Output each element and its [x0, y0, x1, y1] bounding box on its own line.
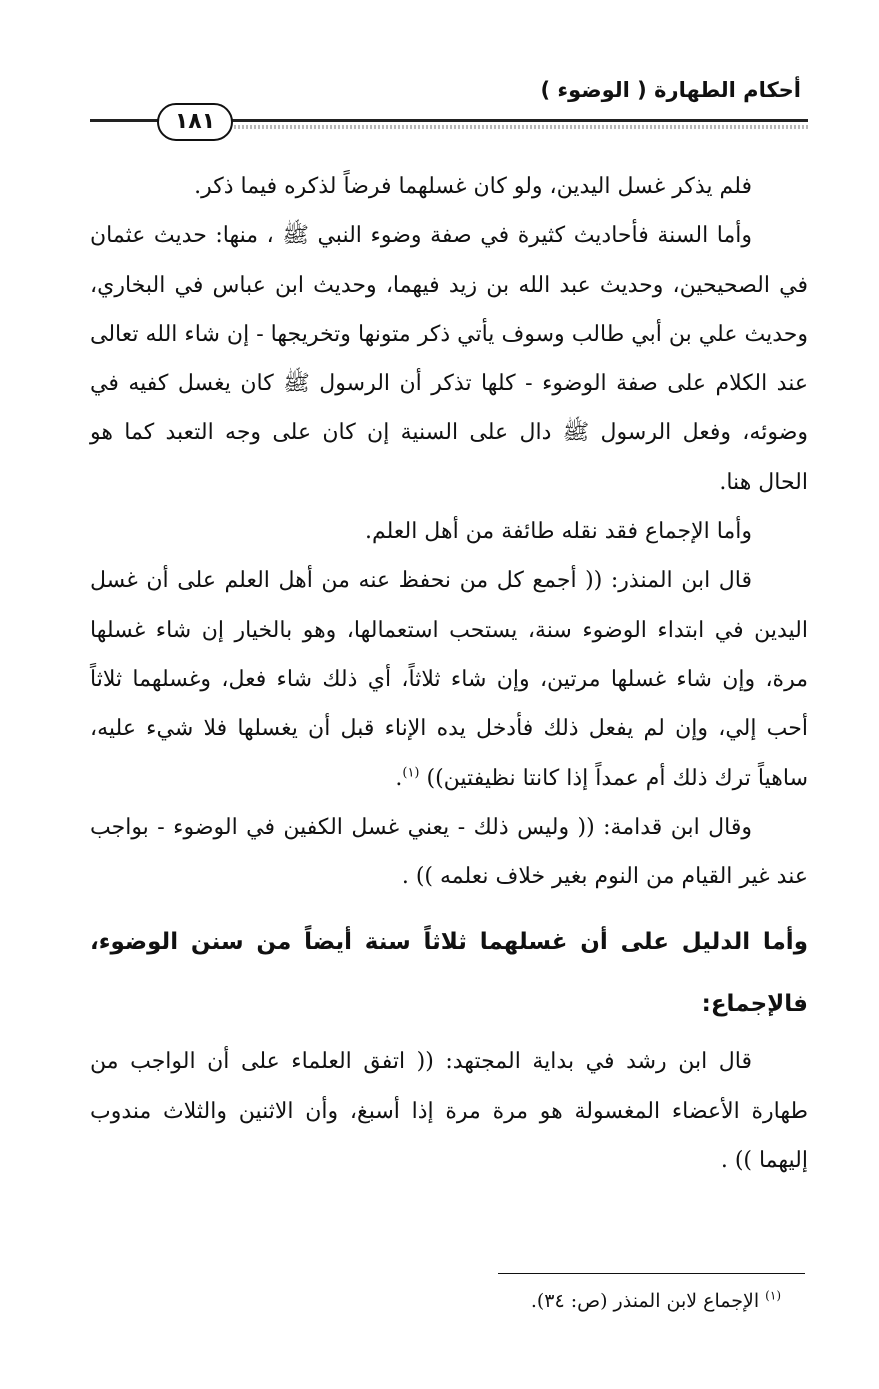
paragraph-end: .: [395, 765, 403, 791]
running-title: أحكام الطهارة ( الوضوء ): [540, 78, 801, 102]
footnote-marker: (١): [765, 1288, 781, 1303]
footnote: [531, 1290, 781, 1312]
paragraph-text: قال ابن المنذر: (( أجمع كل من نحفظ عنه من أهل العلم على أن غسل اليدين في ابتداء الوضوء سنة، يستحب استعمالها، وهو بالخيار إن شاء غسلها مرة، وإن شاء غسلها مرتين، وإن شاء ثلاثاً، أي ذلك شاء فعل، وغسلهما ثلاثاً أحب إلي، وإن لم يفعل ذلك فأدخل يده الإناء قبل أن يغسلها فلا شيء عليه، ساهياً ترك ذلك أم عمداً إذا كانتا نظيفتين)): [90, 568, 808, 791]
paragraph: وقال ابن قدامة: (( وليس ذلك - يعني غسل الكفين في الوضوء - بواجب عند غير القيام من النوم بغير خلاف نعلمه )) .: [90, 814, 808, 890]
footnote-reference: (١): [402, 765, 420, 781]
section-heading: وأما الدليل على أن غسلهما ثلاثاً سنة أيضاً من سنن الوضوء، فالإجماع:: [90, 929, 808, 1018]
paragraph-with-footnote: [90, 556, 808, 802]
paragraph: وأما الإجماع فقد نقله طائفة من أهل العلم.: [364, 519, 752, 545]
paragraph: وأما السنة فأحاديث كثيرة في صفة وضوء النبي ﷺ ، منها: حديث عثمان في الصحيحين، وحديث عبد الله بن زيد فيهما، وحديث ابن عباس في البخاري، وحديث علي بن أبي طالب وسوف يأتي ذكر متونها وتخريجها - إن شاء الله تعالى عند الكلام على صفة الوضوء - كلها تذكر أن الرسول ﷺ كان يغسل كفيه في وضوئه، وفعل الرسول ﷺ دال على السنية إن كان على وجه التعبد كما هو الحال هنا.: [90, 223, 808, 495]
header-ornament-line: [230, 125, 808, 129]
body-text: [90, 162, 808, 1185]
footnote-text: الإجماع لابن المنذر (ص: ٣٤).: [530, 1290, 760, 1312]
footnote-separator: [498, 1273, 805, 1274]
paragraph: قال ابن رشد في بداية المجتهد: (( اتفق العلماء على أن الواجب من طهارة الأعضاء المغسولة هو مرة مرة إذا أسبغ، وأن الاثنين والثلاث مندوب إليهما )) .: [90, 1049, 808, 1174]
paragraph: فلم يذكر غسل اليدين، ولو كان غسلهما فرضاً لذكره فيما ذكر.: [194, 174, 752, 199]
page-number: ١٨١: [157, 103, 233, 141]
